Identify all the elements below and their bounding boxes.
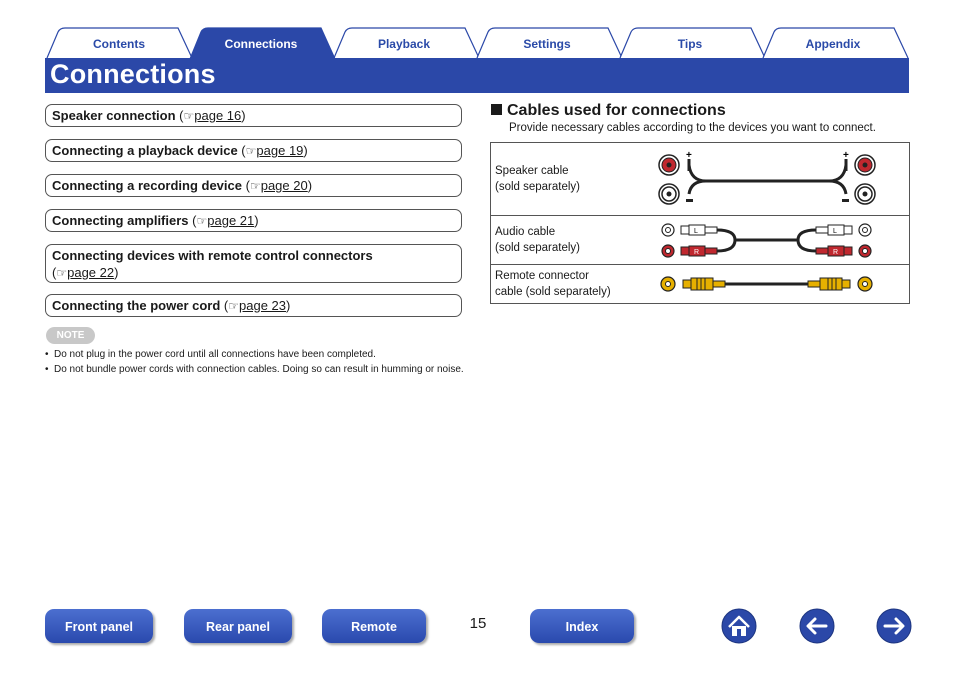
section-description: Provide necessary cables according to the devices you want to connect. <box>509 122 876 134</box>
paren: ( <box>188 213 197 228</box>
link-connecting-power-cord[interactable] <box>45 294 462 317</box>
cable-name-line: Remote connector <box>495 270 589 282</box>
cable-name-line: (sold separately) <box>495 242 581 254</box>
tab-appendix[interactable]: Appendix <box>805 37 861 51</box>
page-link[interactable]: page 16 <box>194 108 242 123</box>
paren: ) <box>307 178 313 193</box>
tab-tips[interactable]: Tips <box>677 37 703 51</box>
remote-cable-illustration <box>491 265 909 303</box>
left-mark: L <box>833 228 837 235</box>
link-connecting-amplifiers[interactable] <box>45 209 462 232</box>
link-label: Connecting the power cord <box>52 298 221 313</box>
note-item: • Do not bundle power cords with connection cables. Doing so can result in humming or noise. <box>45 363 467 377</box>
page-link[interactable]: page 21 <box>207 213 255 228</box>
rear-panel-button[interactable]: Rear panel <box>184 609 292 643</box>
page-link[interactable]: page 22 <box>67 265 115 280</box>
link-label: Connecting devices with remote control connectors <box>52 248 373 263</box>
paren: ( <box>220 298 229 313</box>
hand-pointer-icon: ☞ <box>228 299 240 313</box>
link-label: Connecting a playback device <box>52 143 238 158</box>
paren: ) <box>303 143 308 158</box>
minus-mark <box>842 199 849 202</box>
link-speaker-connection[interactable] <box>45 104 462 127</box>
paren: ( <box>242 178 250 193</box>
tab-connections[interactable]: Connections <box>224 37 298 51</box>
note-item: • Do not plug in the power cord until all connections have been completed. <box>45 348 467 362</box>
left-mark: L <box>694 228 698 235</box>
tab-bar <box>0 0 954 60</box>
square-bullet-icon <box>491 104 502 115</box>
page-link[interactable]: page 20 <box>260 178 308 193</box>
link-label: Speaker connection <box>52 108 176 123</box>
link-label: Connecting amplifiers <box>52 213 189 228</box>
title-bar <box>45 58 909 93</box>
arrow-right-icon <box>876 608 914 646</box>
page-number: 15 <box>469 615 487 632</box>
tab-shapes <box>0 0 954 60</box>
link-label: Connecting a recording device <box>52 178 242 193</box>
minus-mark <box>686 199 693 202</box>
section-heading-text: Cables used for connections <box>507 102 726 119</box>
front-panel-button[interactable]: Front panel <box>45 609 153 643</box>
speaker-cable-illustration <box>491 143 909 216</box>
plus-mark: + <box>686 150 692 161</box>
audio-cable-illustration <box>491 216 909 265</box>
tab-contents[interactable]: Contents <box>93 37 145 51</box>
cable-row-remote <box>491 265 909 303</box>
link-connecting-recording-device[interactable] <box>45 174 462 197</box>
paren: ) <box>254 213 259 228</box>
arrow-left-icon <box>799 608 837 646</box>
section-heading <box>491 102 726 120</box>
cable-table <box>490 142 910 304</box>
tab-settings[interactable]: Settings <box>523 37 571 51</box>
plus-mark: + <box>843 150 849 161</box>
forward-button[interactable] <box>876 608 912 644</box>
link-connecting-playback-device[interactable] <box>45 139 462 162</box>
cable-name-line: Speaker cable <box>495 165 569 177</box>
back-button[interactable] <box>799 608 835 644</box>
page-link[interactable]: page 23 <box>239 298 287 313</box>
hand-pointer-icon: ☞ <box>249 179 261 193</box>
page-title: Connections <box>50 59 216 89</box>
page-link[interactable]: page 19 <box>256 143 304 158</box>
hand-pointer-icon: ☞ <box>56 266 68 280</box>
home-button[interactable] <box>721 608 757 644</box>
paren: ) <box>114 265 119 280</box>
cable-row-audio <box>491 216 909 265</box>
index-button[interactable]: Index <box>530 609 634 643</box>
paren: ( <box>237 143 246 158</box>
paren: ) <box>286 298 291 313</box>
tab-playback[interactable]: Playback <box>377 37 431 51</box>
paren: ( <box>175 108 184 123</box>
note-list <box>45 348 467 378</box>
hand-pointer-icon: ☞ <box>183 109 195 123</box>
note-badge: NOTE <box>46 327 95 344</box>
paren: ) <box>241 108 246 123</box>
cable-row-speaker <box>491 143 909 216</box>
remote-button[interactable]: Remote <box>322 609 426 643</box>
cable-name-line: (sold separately) <box>495 181 581 193</box>
home-icon <box>721 608 759 646</box>
link-connecting-remote-control-devices[interactable] <box>45 244 462 283</box>
right-mark: R <box>694 249 700 256</box>
hand-pointer-icon: ☞ <box>245 144 257 158</box>
cable-name-line: cable (sold separately) <box>495 286 611 298</box>
hand-pointer-icon: ☞ <box>196 214 208 228</box>
right-mark: R <box>833 249 839 256</box>
paren: ( <box>52 265 57 280</box>
cable-name-line: Audio cable <box>495 226 556 238</box>
